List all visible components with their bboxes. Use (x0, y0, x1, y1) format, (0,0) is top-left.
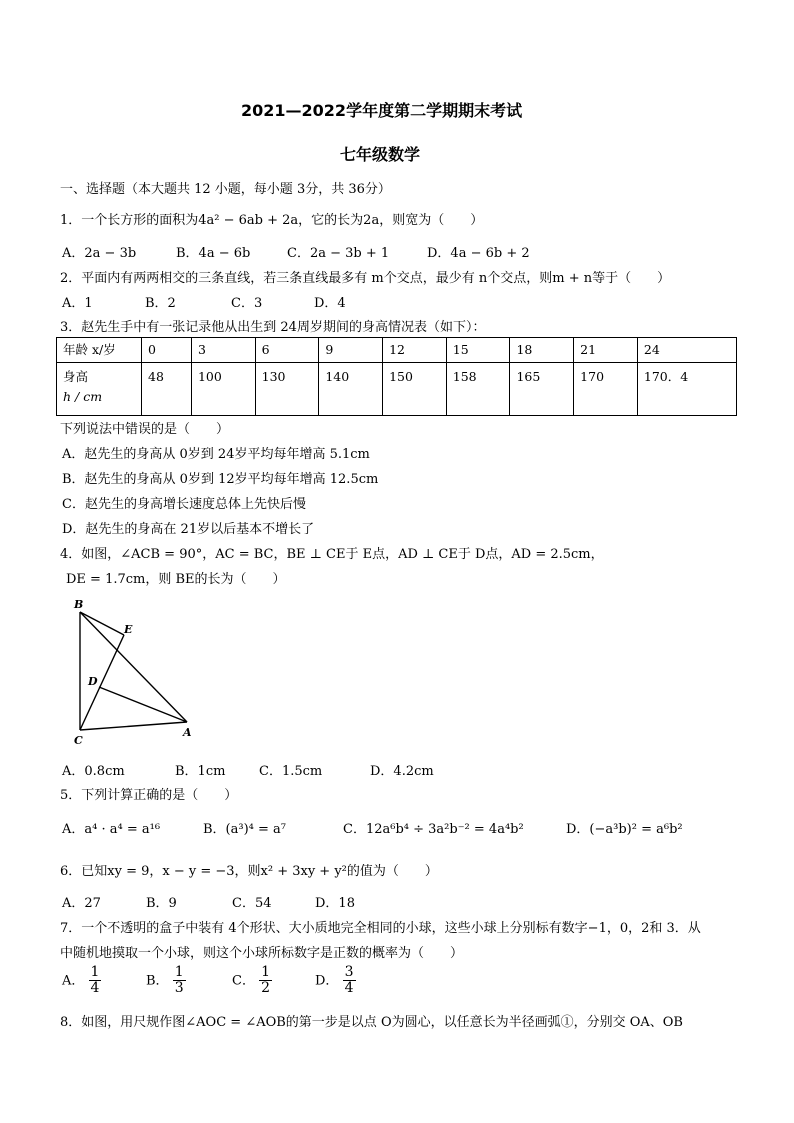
q5-option-b: B．(a³)⁴ = a⁷ (203, 822, 286, 837)
q2-option-b: B．2 (145, 296, 176, 311)
q1-option-b: B．4a − 6b (176, 246, 251, 261)
q3-option-b: B．赵先生的身高从 0岁到 12岁平均每年增高 12.5cm (62, 472, 379, 487)
label-e: E (124, 623, 133, 636)
q7-option-a (62, 965, 101, 997)
age-cell: 18 (510, 338, 574, 363)
q4-stem-line1: 4．如图，∠ACB = 90°，AC = BC，BE ⊥ CE于 E点，AD ⊥ CE于 D点，AD = 2.5cm， (60, 547, 604, 562)
q2-option-d: D．4 (314, 296, 346, 311)
label-a: A (183, 726, 192, 739)
label-c: C (74, 734, 83, 747)
line-ad (99, 687, 187, 722)
q4-option-b: B．1cm (175, 764, 226, 779)
q4-stem-line2: DE = 1.7cm，则 BE的长为（ ） (66, 572, 286, 587)
height-header-line1: 身高 (63, 369, 89, 384)
q7-option-d-fraction: $\frac{3}{4}$ (344, 964, 354, 997)
age-cell: 0 (142, 338, 192, 363)
q2-stem: 2．平面内有两两相交的三条直线，若三条直线最多有 m个交点，最少有 n个交点，则m + n等于（ ） (60, 271, 671, 286)
q3-option-c: C．赵先生的身高增长速度总体上先快后慢 (62, 497, 306, 512)
q7-stem-line1: 7．一个不透明的盒子中装有 4个形状、大小质地完全相同的小球，这些小球上分别标有数字−1，0，2和 3．从 (60, 921, 701, 936)
q5-option-c: C．12a⁶b⁴ ÷ 3a²b⁻² = 4a⁴b² (343, 822, 524, 837)
q5-stem: 5．下列计算正确的是（ ） (60, 788, 238, 803)
height-cell: 130 (255, 363, 319, 416)
height-cell: 170 (574, 363, 638, 416)
label-d: D (88, 675, 98, 688)
q7-option-c-fraction: $\frac{1}{2}$ (261, 964, 271, 997)
height-cell: 165 (510, 363, 574, 416)
q2-option-c: C．3 (231, 296, 263, 311)
q6-option-c: C．54 (232, 896, 272, 911)
q1-option-a: A．2a − 3b (62, 246, 137, 261)
age-row (57, 338, 737, 363)
line-be (80, 612, 124, 635)
q7-stem-line2: 中随机地摸取一个小球，则这个小球所标数字是正数的概率为（ ） (60, 946, 464, 961)
q5-option-d: D．(−a³b)² = a⁶b² (566, 822, 683, 837)
exam-subtitle: 七年级数学 (340, 145, 421, 164)
height-cell: 158 (446, 363, 510, 416)
q7-option-a-label: A． (62, 973, 85, 989)
age-cell: 21 (574, 338, 638, 363)
q6-option-d: D．18 (315, 896, 355, 911)
section-heading: 一、选择题（本大题共 12 小题，每小题 3分，共 36分） (60, 182, 391, 197)
q1-stem: 1．一个长方形的面积为4a² − 6ab + 2a，它的长为2a，则宽为（ ） (60, 213, 484, 228)
age-cell: 15 (446, 338, 510, 363)
age-cell: 3 (191, 338, 255, 363)
q3-option-d: D．赵先生的身高在 21岁以后基本不增长了 (62, 522, 315, 537)
height-header-line2: h / cm (63, 389, 103, 404)
height-header (57, 363, 142, 416)
height-cell: 140 (319, 363, 383, 416)
height-cell: 48 (142, 363, 192, 416)
height-row (57, 363, 737, 416)
height-table (56, 337, 737, 416)
q1-option-c: C．2a − 3b + 1 (287, 246, 390, 261)
q7-option-b-fraction: $\frac{1}{3}$ (174, 964, 184, 997)
q7-option-c (232, 965, 272, 997)
q3-stem: 3．赵先生手中有一张记录他从出生到 24周岁期间的身高情况表（如下）： (60, 320, 486, 335)
q4-option-a: A．0.8cm (62, 764, 125, 779)
exam-title: 2021—2022学年度第二学期期末考试 (241, 101, 523, 120)
q5-option-a: A．a⁴ · a⁴ = a¹⁶ (62, 822, 161, 837)
q7-option-a-fraction: $\frac{1}{4}$ (90, 964, 100, 997)
age-cell: 24 (637, 338, 736, 363)
age-cell: 6 (255, 338, 319, 363)
q6-option-a: A．27 (62, 896, 101, 911)
q4-option-c: C．1.5cm (259, 764, 323, 779)
height-cell: 150 (383, 363, 447, 416)
q8-stem: 8．如图，用尺规作图∠AOC = ∠AOB的第一步是以点 O为圆心，以任意长为半径画弧①，分别交 OA、OB (60, 1015, 683, 1030)
age-cell: 12 (383, 338, 447, 363)
triangle-figure (66, 595, 206, 750)
q7-option-b-label: B． (146, 973, 169, 989)
line-ca (80, 722, 187, 730)
height-cell: 170．4 (637, 363, 736, 416)
q4-option-d: D．4.2cm (370, 764, 434, 779)
q3-option-a: A．赵先生的身高从 0岁到 24岁平均每年增高 5.1cm (62, 447, 370, 462)
q3-question: 下列说法中错误的是（ ） (60, 422, 230, 437)
line-ce (80, 635, 124, 730)
q1-option-d: D．4a − 6b + 2 (427, 246, 530, 261)
q7-option-c-label: C． (232, 973, 255, 989)
q2-option-a: A．1 (62, 296, 93, 311)
age-cell: 9 (319, 338, 383, 363)
q6-option-b: B．9 (146, 896, 177, 911)
q7-option-d-label: D． (315, 973, 339, 989)
height-cell: 100 (191, 363, 255, 416)
q7-option-b (146, 965, 186, 997)
q7-option-d (315, 965, 356, 997)
label-b: B (74, 598, 84, 611)
line-ba (80, 612, 187, 722)
q6-stem: 6．已知xy = 9，x − y = −3，则x² + 3xy + y²的值为（ ） (60, 864, 438, 879)
age-header: 年龄 x/岁 (57, 338, 142, 363)
